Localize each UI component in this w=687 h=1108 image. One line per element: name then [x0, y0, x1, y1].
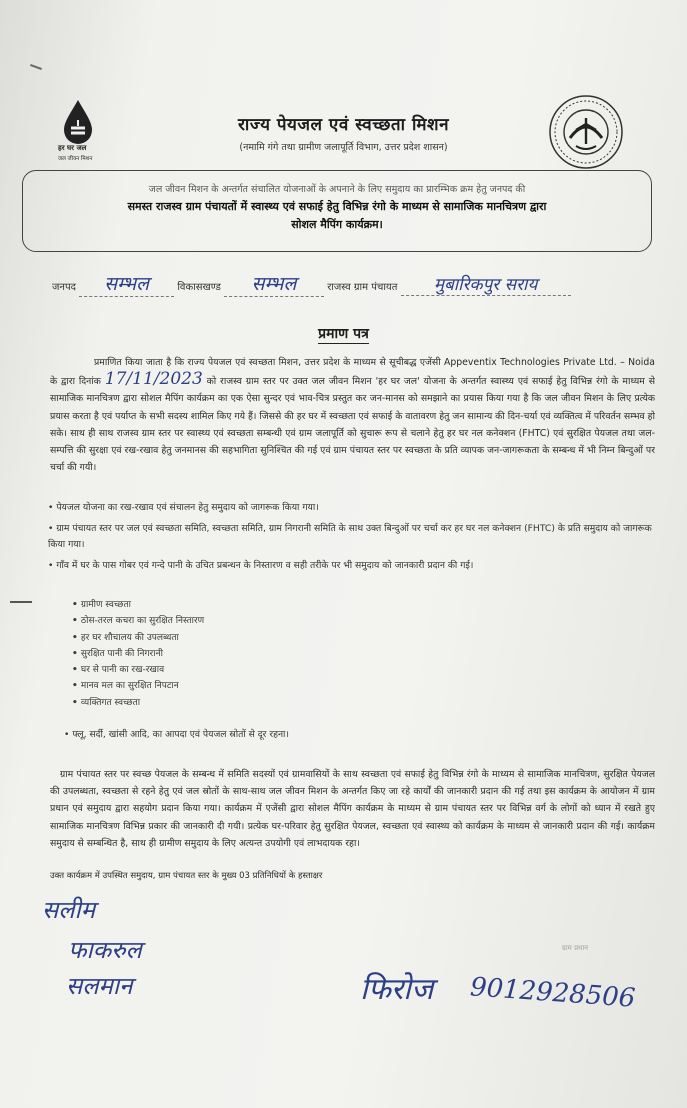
- village-label: राजस्व ग्राम पंचायत: [327, 282, 398, 293]
- topic-list: [72, 597, 204, 711]
- block-value: सम्भल: [224, 270, 324, 297]
- last-bullet-text: फ्लू, सर्दी, खांसी आदि, का आपदा एवं पेयजल स्रोतों से दूर रहना।: [72, 729, 289, 740]
- certificate-title-text: प्रमाण पत्र: [318, 326, 369, 342]
- program-line-3: सोशल मैपिंग कार्यक्रम।: [291, 218, 383, 231]
- logo-subtext: जल जीवन मिशन: [58, 156, 93, 162]
- bullet-3-text: गाँव में घर के पास गोबर एवं गन्दे पानी के उचित प्रबन्धन के निस्तारण व सही तरीके पर भी समुदाय को जानकारी प्रदान की गई।: [56, 560, 474, 571]
- signature-3: सलमान: [66, 972, 133, 1000]
- certificate-paragraph-1: [50, 354, 655, 492]
- scan-mark: [30, 64, 42, 70]
- list-item: • व्यक्तिगत स्वच्छता: [72, 695, 204, 711]
- list-item: • ग्रामीण स्वच्छता: [72, 597, 204, 613]
- last-bullet: • फ्लू, सर्दी, खांसी आदि, का आपदा एवं पेयजल स्रोतों से दूर रहना।: [64, 729, 289, 740]
- village-value: मुबारिकपुर सराय: [401, 272, 571, 296]
- list-item: • हर घर शौचालय की उपलब्धता: [72, 630, 204, 646]
- signature-4: फिरोज: [360, 972, 434, 1007]
- scan-mark: [10, 601, 32, 603]
- bullet-3: • गाँव में घर के पास गोबर एवं गन्दे पानी के उचित प्रबन्धन के निस्तारण व सही तरीके पर भी समुदाय को जानकारी प्रदान की गई।: [48, 560, 474, 571]
- certificate-paragraph-2: [50, 766, 655, 868]
- phone-number: 9012928506: [469, 972, 637, 1014]
- closing-note: उक्त कार्यक्रम में उपस्थित समुदाय, ग्राम पंचायत स्तर के मुख्य 03 प्रतिनिधियों के हस्ताक्षर: [50, 871, 323, 881]
- mission-title: राज्य पेयजल एवं स्वच्छता मिशन: [237, 115, 450, 135]
- bullet-2: • ग्राम पंचायत स्तर पर जल एवं स्वच्छता समिति, स्वच्छता समिति, ग्राम निगरानी समिति के साथ उक्त बिन्दुओं पर चर्चा कर हर घर नल कनेक्शन (FHTC) के प्रति समुदाय को जागरूक किया गया।: [48, 523, 652, 550]
- program-box: [22, 170, 652, 252]
- location-line: [52, 270, 682, 297]
- para1-after: को राजस्व ग्राम स्तर पर उक्त जल जीवन मिशन 'हर घर जल' योजना के अन्तर्गत स्वास्थ्य एवं सफाई हेतु विभिन्न रंगो के माध्यम से सामाजिक मानचित्रण द्वारा सोशल मैपिंग कार्यक्रम का एक ऐसा सुन्दर एवं भाव-चित्र प्रस्तुत कर जन-मानस को समझाने का प्रयास किया गया है कि जल जीवन मिशन के लिए प्रत्येक प्रयास करता है एवं पर्याप्त के सभी सदस्य शामिल किए गये हैं। जिससे की हर घर में स्वच्छता एवं सफाई के वातावरण हेतु जन सामान्य की दिन-चर्या एवं व्यक्तित्व में परिवर्तन सम्भव हो सके। साथ ही साथ राजस्व ग्राम स्तर पर स्वास्थ्य एवं स्वच्छता सम्बन्धी एवं ग्राम जलापूर्ति को सुचारू रूप से चलाने हेतु हर घर नल कनेक्शन (FHTC) एवं सुरक्षित पेयजल तथा जल-सम्पत्ति की सुरक्षा एवं रख-रखाव हेतु जनमानस की सहभागिता सुनिश्चित की गई एवं ग्राम पंचायत स्तर पर स्वच्छता के प्रति व्यापक जन-जागरूकता के सम्बन्ध में भी निम्न बिन्दुओं पर चर्चा की गयी।: [50, 376, 655, 474]
- district-value: सम्भल: [79, 270, 174, 297]
- program-line-1: जल जीवन मिशन के अन्तर्गत संचालित योजनाओं के अपनाने के लिए समुदाय का प्रारम्भिक क्रम हेतु जनपद की: [148, 184, 526, 195]
- list-item: • मानव मल का सुरक्षित निपटान: [72, 678, 204, 694]
- para1-before: प्रमाणित किया जाता है कि राज्य पेयजल एवं स्वच्छता मिशन, उत्तर प्रदेश के माध्यम से सूचीबद्ध एजेंसी Appeventix Technologies Private Ltd. – Noida के द्वारा दिनांक: [50, 357, 655, 388]
- district-label: जनपद: [52, 282, 76, 293]
- event-date: 17/11/2023: [104, 369, 203, 390]
- faint-stamp: [520, 944, 630, 978]
- bullet-1: • पेयजल योजना का रख-रखाव एवं संचालन हेतु समुदाय को जागरूक किया गया।: [48, 502, 319, 513]
- stamp-text: ग्राम प्रधान: [561, 944, 589, 952]
- program-line-2: समस्त राजस्व ग्राम पंचायतों में स्वास्थ्य एवं सफाई हेतु विभिन्न रंगो के माध्यम से सामाजिक मानचित्रण द्वारा: [127, 200, 547, 213]
- bullet-1-text: पेयजल योजना का रख-रखाव एवं संचालन हेतु समुदाय को जागरूक किया गया।: [56, 502, 319, 513]
- list-item: • सुरक्षित पानी की निगरानी: [72, 646, 204, 662]
- signature-1: सलीम: [42, 896, 96, 924]
- logo-text: हर घर जल: [58, 144, 87, 152]
- para2-text: ग्राम पंचायत स्तर पर स्वच्छ पेयजल के सम्बन्ध में समिति सदस्यों एवं ग्रामवासियों के साथ स्वच्छता एवं सफाई हेतु विभिन्न रंगो के माध्यम से सामाजिक मानचित्रण, सुरक्षित पेयजल की उपलब्धता, स्वच्छता से रहने हेतु एवं जल स्रोतों के साथ-साथ जल जीवन मिशन के अन्तर्गत किए जा रहे कार्यों की जानकारी प्रदान की गई तथा इस कार्यक्रम के आयोजन में ग्राम प्रधान एवं समुदाय द्वारा सहयोग प्रदान किया गया। कार्यक्रम में एजेंसी द्वारा सोशल मैपिंग कार्यक्रम के माध्यम से ग्राम पंचायत स्तर पर विभिन्न वर्ग के लोगों को ध्यान में रखते हुए सामाजिक मानचित्रण विभिन्न प्रकार की जानकारी दी गयी। प्रत्येक घर-परिवार हेतु सुरक्षित पेयजल, स्वच्छता एवं स्वास्थ्य को कार्यक्रम के माध्यम से जानकारी प्रदान की गई। कार्यक्रम समुदाय से सम्बन्धित है, साथ ही ग्रामीण समुदाय के लिए अत्यन्त उपयोगी एवं लाभदायक रहा।: [50, 769, 655, 849]
- list-item: • ठोस-तरल कचरा का सुरक्षित निस्तारण: [72, 613, 204, 629]
- list-item: • घर से पानी का रख-रखाव: [72, 662, 204, 678]
- certificate-title: [0, 324, 687, 343]
- block-label: विकासखण्ड: [177, 282, 221, 293]
- signature-2: फाकरुल: [68, 936, 142, 964]
- bullet-2-text: ग्राम पंचायत स्तर पर जल एवं स्वच्छता समिति, स्वच्छता समिति, ग्राम निगरानी समिति के साथ उक्त बिन्दुओं पर चर्चा कर हर घर नल कनेक्शन (FHTC) के प्रति समुदाय को जागरूक किया गया।: [48, 523, 652, 550]
- department-subtitle: (नमामि गंगे तथा ग्रामीण जलापूर्ति विभाग, उत्तर प्रदेश शासन): [239, 142, 448, 153]
